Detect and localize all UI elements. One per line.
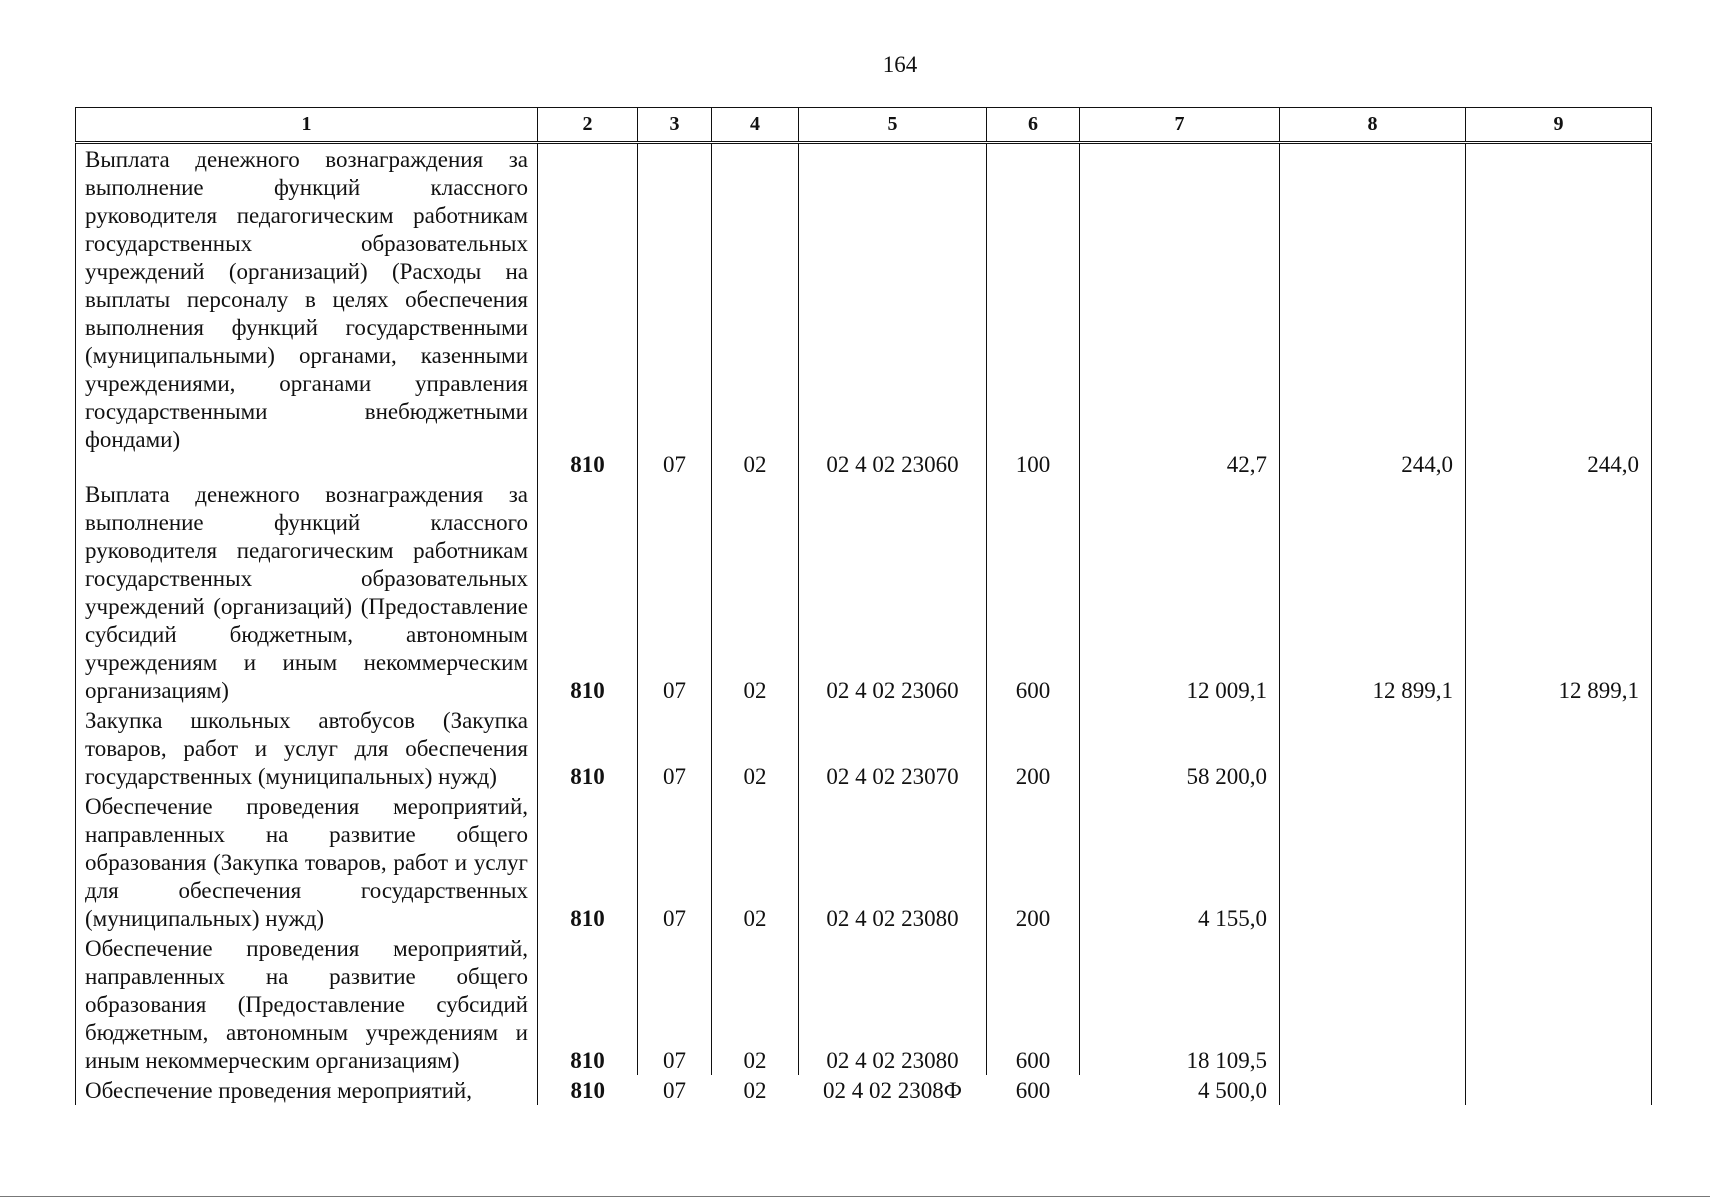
column-header: 7 (1080, 108, 1280, 143)
cell-grbs: 810 (538, 143, 638, 479)
row-description: Закупка школьных автобусов (Закупка товаров, работ и услуг для обеспечения государственных (муниципальных) нужд) (76, 705, 538, 791)
cell-grbs: 810 (538, 705, 638, 791)
column-header: 9 (1466, 108, 1652, 143)
cell-section: 07 (638, 143, 712, 479)
cell-grbs: 810 (538, 791, 638, 933)
cell-amount-col8 (1280, 791, 1466, 933)
column-header: 4 (712, 108, 799, 143)
budget-table (75, 107, 1652, 1105)
cell-section: 07 (638, 933, 712, 1075)
cell-amount-col9 (1466, 1075, 1652, 1105)
column-header: 1 (76, 108, 538, 143)
cell-amount-col7: 4 155,0 (1080, 791, 1280, 933)
cell-target-article: 02 4 02 2308Ф (823, 1077, 962, 1103)
cell-subsection: 02 (712, 791, 799, 933)
cell-expense-type: 600 (1015, 1077, 1051, 1103)
cell-expense-type: 200 (987, 791, 1080, 933)
cell-section: 07 (663, 1077, 686, 1103)
page-number: 164 (882, 52, 918, 77)
cell-amount-col7: 18 109,5 (1080, 933, 1280, 1075)
cell-subsection: 02 (712, 933, 799, 1075)
cell-target-article: 02 4 02 23080 (799, 933, 987, 1075)
cell-subsection: 02 (712, 705, 799, 791)
cell-amount-col8 (1280, 705, 1466, 791)
table-header-row (76, 108, 1652, 143)
cell-expense-type: 600 (987, 479, 1080, 705)
cell-subsection: 02 (712, 479, 799, 705)
table-row (76, 143, 1652, 479)
cell-subsection: 02 (712, 143, 799, 479)
column-header: 8 (1280, 108, 1466, 143)
cell-amount-col9: 12 899,1 (1466, 479, 1652, 705)
row-description: Выплата денежного вознаграждения за выполнение функций классного руководителя педагогическим работникам государственных образовательных учреждений (организаций) (Предоставление субсидий бюджетным, автономным учреждениям и иным некоммерческим организациям) (76, 479, 538, 705)
cell-amount-col7: 12 009,1 (1080, 479, 1280, 705)
row-description: Обеспечение проведения мероприятий, направленных на развитие общего образования (Закупка товаров, работ и услуг для обеспечения государственных (муниципальных) нужд) (76, 791, 538, 933)
table-row (76, 705, 1652, 791)
cell-grbs: 810 (538, 933, 638, 1075)
cell-amount-col9 (1466, 933, 1652, 1075)
cell-target-article: 02 4 02 23070 (799, 705, 987, 791)
cell-section: 07 (638, 705, 712, 791)
row-description: Обеспечение проведения мероприятий, (76, 1075, 538, 1105)
column-header: 3 (638, 108, 712, 143)
cell-amount-col8 (1280, 933, 1466, 1075)
cell-expense-type: 600 (987, 933, 1080, 1075)
column-header: 2 (538, 108, 638, 143)
row-description: Обеспечение проведения мероприятий, направленных на развитие общего образования (Предоставление субсидий бюджетным, автономным учреждениям и иным некоммерческим организациям) (76, 933, 538, 1075)
table-row (76, 933, 1652, 1075)
cell-amount-col8: 12 899,1 (1280, 479, 1466, 705)
cell-section: 07 (638, 791, 712, 933)
row-description: Выплата денежного вознаграждения за выполнение функций классного руководителя педагогическим работникам государственных образовательных учреждений (организаций) (Расходы на выплаты персоналу в целях обеспечения выполнения функций государственными (муниципальными) органами, казенными учреждениями, органами управления государственными внебюджетными фондами) (76, 143, 538, 479)
cell-section: 07 (638, 479, 712, 705)
table-row (76, 791, 1652, 933)
cell-amount-col7: 4 500,0 (1080, 1075, 1280, 1105)
cell-amount-col9 (1466, 705, 1652, 791)
table-row (76, 1075, 1652, 1105)
cell-expense-type: 100 (987, 143, 1080, 479)
column-header: 5 (799, 108, 987, 143)
column-header: 6 (987, 108, 1080, 143)
cell-amount-col7: 42,7 (1080, 143, 1280, 479)
page-bottom-rule (0, 1196, 1710, 1197)
cell-amount-col9: 244,0 (1466, 143, 1652, 479)
cell-amount-col8 (1280, 1075, 1466, 1105)
cell-amount-col7: 58 200,0 (1080, 705, 1280, 791)
cell-grbs: 810 (538, 479, 638, 705)
cell-target-article: 02 4 02 23080 (799, 791, 987, 933)
cell-amount-col9 (1466, 791, 1652, 933)
table-row (76, 479, 1652, 705)
cell-amount-col8: 244,0 (1280, 143, 1466, 479)
cell-subsection: 02 (743, 1077, 767, 1103)
cell-expense-type: 200 (987, 705, 1080, 791)
cell-grbs: 810 (538, 1075, 638, 1105)
cell-target-article: 02 4 02 23060 (799, 479, 987, 705)
cell-target-article: 02 4 02 23060 (799, 143, 987, 479)
